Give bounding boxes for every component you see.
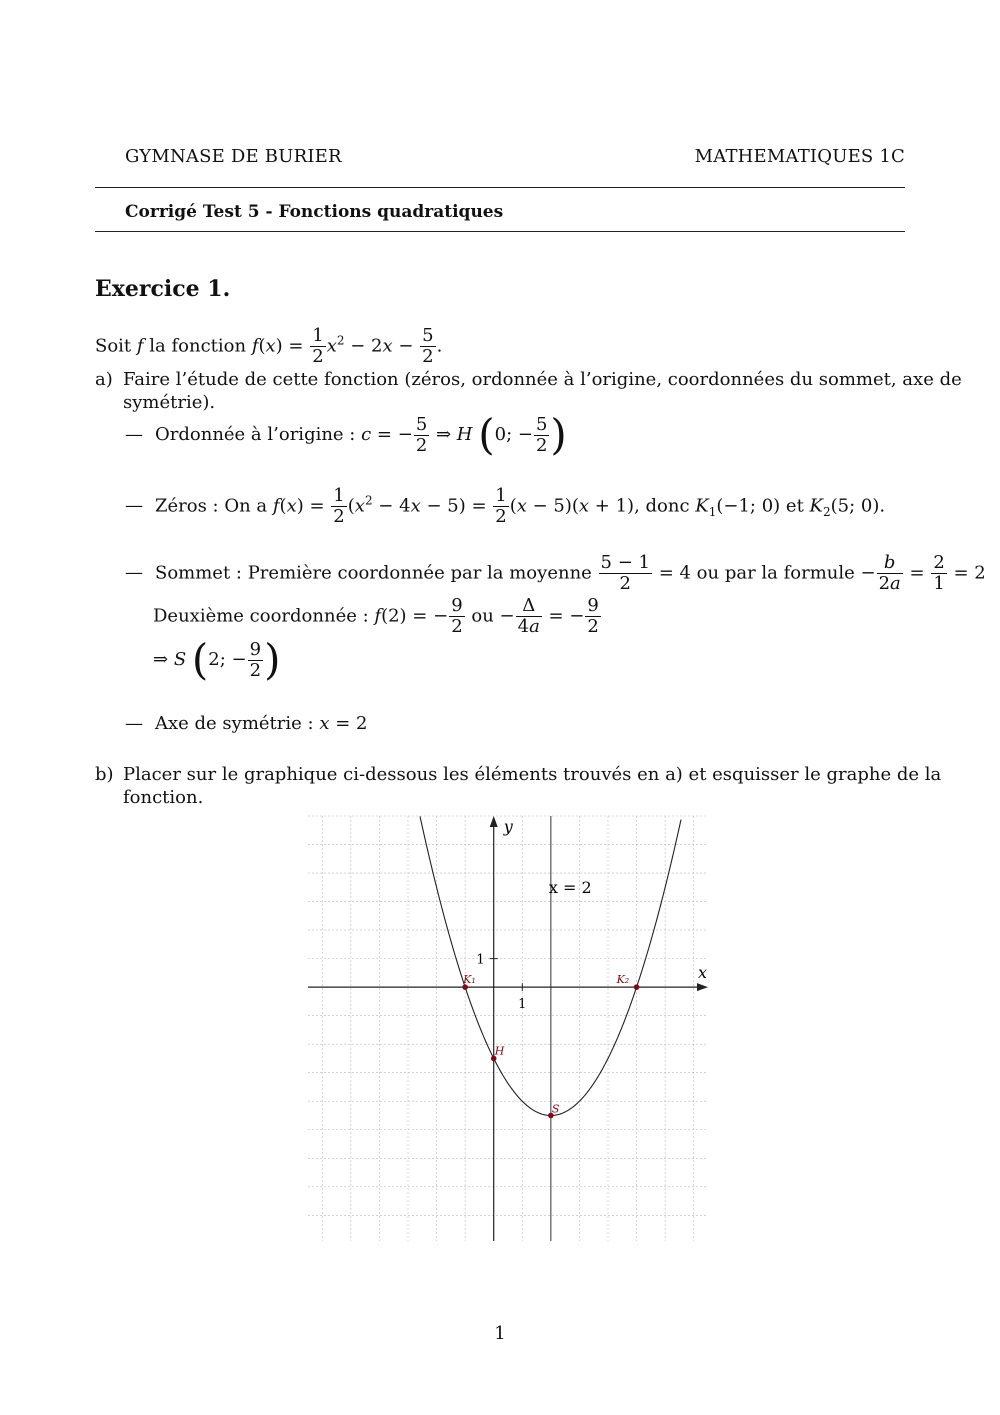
part-a bbox=[95, 369, 962, 413]
point-label-s: S bbox=[551, 1102, 560, 1116]
point-label-h: H bbox=[494, 1044, 505, 1058]
part-b-line1: Placer sur le graphique ci-dessous les éléments trouvés en a) et esquisser le graphe de la bbox=[123, 764, 942, 785]
point-label-k2: K₂ bbox=[616, 973, 630, 987]
item-ordonnee: — Ordonnée à l’origine : c = − $\frac{5}{2}$ ⇒ H (0; − $\frac{5}{2}$ ) bbox=[125, 410, 567, 459]
grid bbox=[308, 816, 708, 1241]
part-b-line2: fonction. bbox=[123, 787, 204, 808]
part-a-line1: Faire l’étude de cette fonction (zéros, ordonnée à l’origine, coordonnées du sommet, axe de bbox=[123, 369, 962, 390]
x-axis-arrow bbox=[697, 983, 708, 991]
point-k2 bbox=[634, 984, 640, 990]
x-axis-label: x bbox=[698, 963, 708, 983]
part-b bbox=[95, 764, 942, 808]
y-tick-label: 1 bbox=[476, 952, 485, 968]
header-school: GYMNASE DE BURIER bbox=[125, 146, 342, 167]
header-bottom-rule bbox=[95, 231, 905, 232]
document-subtitle: Corrigé Test 5 - Fonctions quadratiques bbox=[125, 202, 504, 222]
item-axe: — Axe de symétrie : x = 2 bbox=[125, 713, 368, 734]
exercise-title: Exercice 1. bbox=[95, 276, 231, 302]
y-axis-label: y bbox=[503, 817, 513, 836]
x-tick-label: 1 bbox=[518, 997, 527, 1013]
header-top-rule bbox=[95, 187, 905, 188]
part-a-line2: symétrie). bbox=[123, 392, 216, 413]
page-number: 1 bbox=[494, 1323, 506, 1344]
part-a-label: a) bbox=[95, 369, 113, 390]
item-zeros: — Zéros : On a f(x) = $\frac{1}{2}$ $(x^2 - 4x - 5)$ = $\frac{1}{2}$ (x − 5)(x + 1), donc $K_1(-1$; 0) et $K_2(5$; 0). bbox=[125, 485, 886, 527]
header-subject: MATHEMATIQUES 1C bbox=[694, 146, 905, 167]
y-axis-arrow bbox=[490, 816, 498, 827]
symmetry-axis-label: x = 2 bbox=[548, 878, 592, 898]
part-b-label: b) bbox=[95, 764, 114, 785]
item-sommet: — Sommet : Première coordonnée par la moyenne $\frac{5 - 1}{2}$ = 4 ou par la formule − $\frac{b}{2a}$ = $\frac{2}{1}$ = 2 Deuxième coordonnée : f(2) = − $\frac{9}{2}$ ou − $\frac{\Delta}{4a}$ = − $\frac{9}{2}$ ⇒ S (2; − $\frac{9}{2}$ ) bbox=[125, 552, 986, 684]
quadratic-graph bbox=[300, 810, 720, 1245]
point-label-k1: K₁ bbox=[463, 973, 476, 987]
